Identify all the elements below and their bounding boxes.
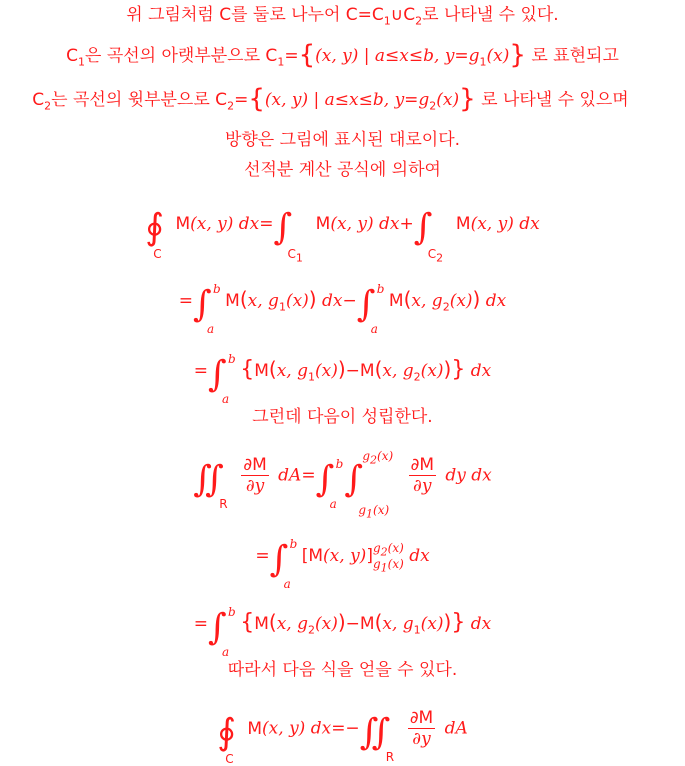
equation-line-2: =∫ b a M(x, $g_1(x)$) dx−∫ b a M(x, $g_2(x)$) dx xyxy=(178,282,507,336)
equation-double-integral: ∬ R $\frac{\partial M}{\partial y}$ dA=∫ b a ∫ $g_2(x)$ $g_1(x)$ $\frac{\partial M}{\partial y}$ dy dx xyxy=(193,448,492,520)
text-line-2: $C_1$은 곡선의 아랫부분으로 $C_1=\{(x$, y) | a≤x≤b, $y=g_1(x)$} 로 표현되고 xyxy=(66,40,619,70)
equation-line-3: =∫ b a {M(x, $g_1(x))-M(x$, $g_2(x)$)} dx xyxy=(193,352,492,406)
text-line-4: 방향은 그림에 표시된 대로이다. xyxy=(224,130,461,150)
equation-line-6: =∫ b a {M(x, $g_2(x))-M(x$, $g_1(x)$)} dx xyxy=(193,605,492,659)
text-line-1: 위 그림처럼 C를 둘로 나누어 $C=C_1\cup C_2$로 나타낼 수 있다. xyxy=(126,5,559,28)
text-line-6: 그런데 다음이 성립한다. xyxy=(252,407,433,427)
equation-line-integral-split: ∮ C M(x, y) dx=∫ $C_1$ M(x, y) dx+∫ $C_2$ M(x, y) dx xyxy=(145,207,540,265)
equation-line-5: =∫ b a [M(x, y)] $g_2(x)$ $g_1(x)$ dx xyxy=(255,537,430,591)
text-line-7: 따라서 다음 식을 얻을 수 있다. xyxy=(227,660,458,680)
equation-result: ∮ C M(x, y) dx=−∬ R $\frac{\partial M}{\partial y}$ dA xyxy=(217,708,468,766)
text-line-5: 선적분 계산 공식에 의하여 xyxy=(244,160,441,180)
text-line-3: $C_2$는 곡선의 윗부분으로 $C_2=\{(x$, y) | a≤x≤b, $y=g_2(x)$} 로 나타낼 수 있으며 xyxy=(32,84,629,114)
